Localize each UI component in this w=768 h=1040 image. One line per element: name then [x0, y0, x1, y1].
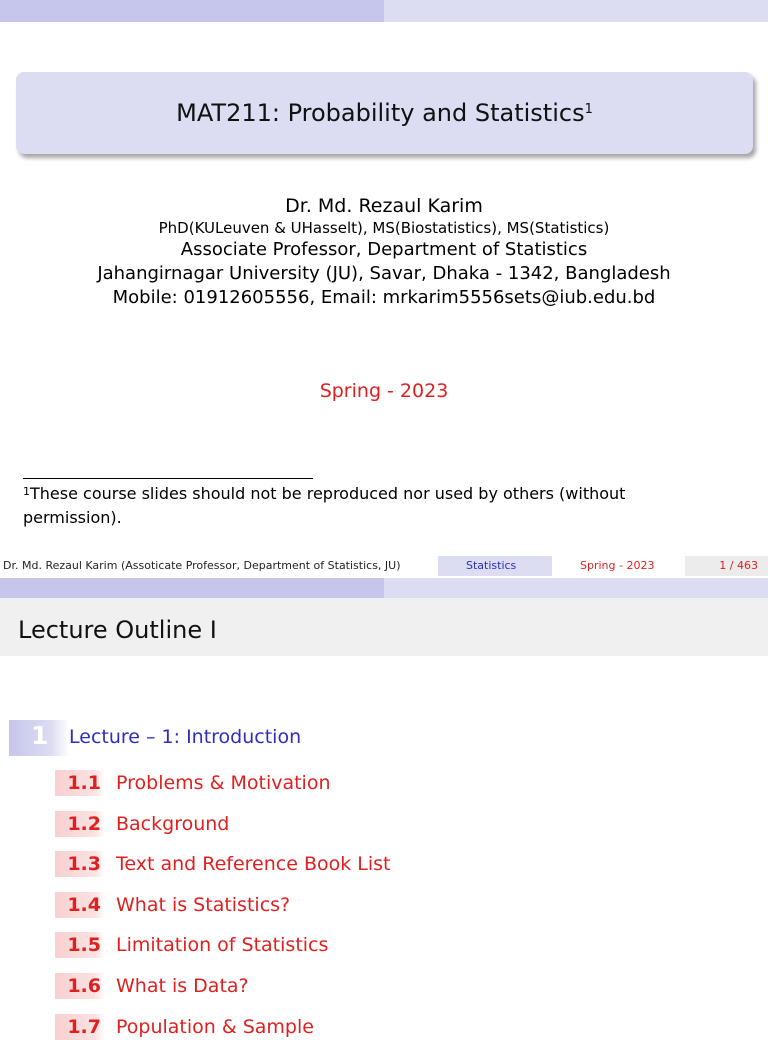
footnote-rule [23, 478, 313, 479]
author-position: Associate Professor, Department of Statistics [180, 239, 588, 260]
title-footnote-mark: 1 [584, 101, 593, 117]
header-bar-left [0, 578, 384, 598]
footer-short-title[interactable]: Statistics [438, 556, 552, 576]
toc-section-number: 1 [31, 721, 49, 750]
toc-subsection-number: 1.3 [55, 851, 105, 877]
toc-subsection-number: 1.7 [55, 1014, 105, 1040]
header-bar [0, 578, 768, 598]
author-institution: Jahangirnagar University (JU), Savar, Dhaka - 1342, Bangladesh [97, 263, 671, 284]
header-bar-left [0, 0, 384, 22]
author-block [0, 194, 768, 310]
toc-subsection-label[interactable]: What is Statistics? [116, 894, 291, 916]
header-bar-right [384, 0, 768, 22]
footer-author: Dr. Md. Rezaul Karim (Assoticate Professor, Department of Statistics, JU) [0, 556, 438, 576]
toc-subsection-label[interactable]: Limitation of Statistics [116, 934, 329, 956]
footer-page-number: 1 / 463 [685, 556, 768, 576]
header-bar [0, 0, 768, 22]
toc-section-number-box [9, 720, 69, 756]
toc-subsection-number: 1.2 [55, 811, 105, 837]
author-degrees: PhD(KULeuven & UHasselt), MS(Biostatistics), MS(Statistics) [158, 219, 610, 237]
title-box [16, 72, 753, 154]
outline-slide [0, 578, 768, 1038]
author-name: Dr. Md. Rezaul Karim [285, 195, 483, 217]
footnote-mark: 1 [23, 485, 30, 498]
toc-subsection-number: 1.4 [55, 892, 105, 918]
toc-subsection-label[interactable]: Problems & Motivation [116, 772, 331, 794]
toc-subsection-label[interactable]: What is Data? [116, 975, 249, 997]
semester-label: Spring - 2023 [319, 380, 449, 402]
toc-subsection-number: 1.1 [55, 770, 105, 796]
footnote [23, 482, 713, 530]
toc-subsection-label[interactable]: Population & Sample [116, 1016, 314, 1038]
toc-subsection-label[interactable]: Background [116, 813, 230, 835]
slide-footer [0, 556, 768, 576]
footer-semester: Spring - 2023 [552, 556, 685, 576]
toc-subsection-number: 1.5 [55, 932, 105, 958]
course-title: MAT211: Probability and Statistics [176, 99, 585, 127]
author-contact: Mobile: 01912605556, Email: mrkarim5556sets@iub.edu.bd [112, 287, 656, 308]
frame-title: Lecture Outline I [0, 598, 768, 656]
toc-section-label[interactable]: Lecture – 1: Introduction [69, 726, 302, 748]
header-bar-right [384, 578, 768, 598]
toc-subsection-label[interactable]: Text and Reference Book List [116, 853, 391, 875]
toc-subsection-number: 1.6 [55, 973, 105, 999]
footnote-text: These course slides should not be reproduced nor used by others (without permission). [23, 484, 626, 527]
